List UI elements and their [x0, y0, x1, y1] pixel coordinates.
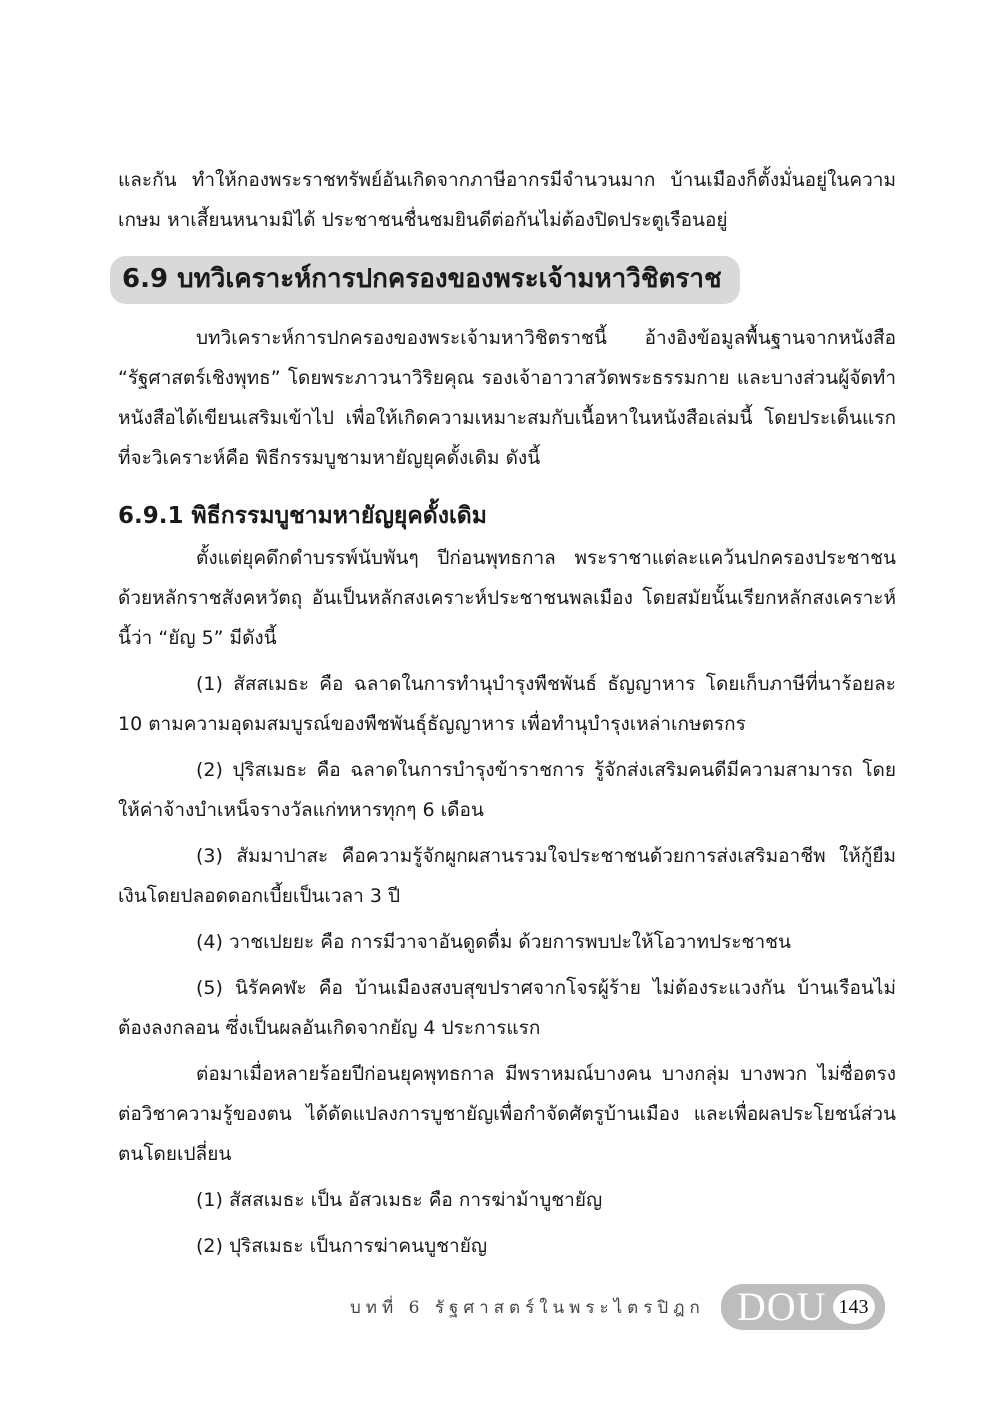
page-footer — [350, 1284, 885, 1330]
list-item-1: (1) สัสสเมธะ คือ ฉลาดในการทำนุบำรุงพืชพันธ์ ธัญญาหาร โดยเก็บภาษีที่นาร้อยละ 10 ตามความอุดมสมบูรณ์ของพืชพันธุ์ธัญญาหาร เพื่อทำนุบำรุงเหล่าเกษตรกร — [118, 673, 896, 735]
list-item-4: (4) วาชเปยยะ คือ การมีวาจาอันดูดดื่ม ด้วยการพบปะให้โอวาทประชาชน — [196, 931, 792, 953]
dou-badge — [721, 1284, 885, 1330]
list-item-5: (5) นิรัคคฬะ คือ บ้านเมืองสงบสุขปราศจากโจรผู้ร้าย ไม่ต้องระแวงกัน บ้านเรือนไม่ต้องลงกลอน ซึ่งเป็นผลอันเกิดจากยัญ 4 ประการแรก — [118, 977, 896, 1039]
subsection-heading-6-9-1: 6.9.1 พิธีกรรมบูชามหายัญยุคดั้งเดิม — [118, 503, 487, 529]
list-item-changed-2: (2) ปุริสเมธะ เป็นการฆ่าคนบูชายัญ — [196, 1235, 488, 1257]
page-content — [118, 160, 896, 1266]
paragraph-intro: บทวิเคราะห์การปกครองของพระเจ้ามหาวิชิตราชนี้ อ้างอิงข้อมูลพื้นฐานจากหนังสือ “รัฐศาสตร์เชิงพุทธ” โดยพระภาวนาวิริยคุณ รองเจ้าอาวาสวัดพระธรรมกาย และบางส่วนผู้จัดทำหนังสือได้เขียนเสริมเข้าไป เพื่อให้เกิดความเหมาะสมกับเนื้อหาในหนังสือเล่มนี้ โดยประเด็นแรกที่จะวิเคราะห์คือ พิธีกรรมบูชามหายัญยุคดั้งเดิม ดังนี้ — [118, 327, 896, 469]
list-item-changed-1: (1) สัสสเมธะ เป็น อัสวเมธะ คือ การฆ่าม้าบูชายัญ — [196, 1189, 603, 1211]
list-item-3: (3) สัมมาปาสะ คือความรู้จักผูกผสานรวมใจประชาชนด้วยการส่งเสริมอาชีพ ให้กู้ยืมเงินโดยปลอดดอกเบี้ยเป็นเวลา 3 ปี — [118, 845, 896, 907]
paragraph-continuation: และกัน ทำให้กองพระราชทรัพย์อันเกิดจากภาษีอากรมีจำนวนมาก บ้านเมืองก็ตั้งมั่นอยู่ในความเกษม หาเสี้ยนหนามมิได้ ประชาชนชื่นชมยินดีต่อกันไม่ต้องปิดประตูเรือนอยู่ — [118, 169, 896, 231]
list-item-2: (2) ปุริสเมธะ คือ ฉลาดในการบำรุงข้าราชการ รู้จักส่งเสริมคนดีมีความสามารถ โดยให้ค่าจ้างบำเหน็จรางวัลแก่ทหารทุกๆ 6 เดือน — [118, 759, 896, 821]
section-heading-6-9: 6.9 บทวิเคราะห์การปกครองของพระเจ้ามหาวิชิตราช — [110, 256, 740, 304]
chapter-title: บทที่ 6 รัฐศาสตร์ในพระไตรปิฎก — [350, 1297, 705, 1318]
dou-logo: DOU — [736, 1284, 827, 1329]
page-number: 143 — [833, 1290, 875, 1324]
paragraph-later-era: ต่อมาเมื่อหลายร้อยปีก่อนยุคพุทธกาล มีพราหมณ์บางคน บางกลุ่ม บางพวก ไม่ซื่อตรงต่อวิชาความรู้ของตน ได้ดัดแปลงการบูชายัญเพื่อกำจัดศัตรูบ้านเมือง และเพื่อผลประโยชน์ส่วนตนโดยเปลี่ยน — [118, 1063, 896, 1165]
paragraph-yanya-5: ตั้งแต่ยุคดึกดำบรรพ์นับพันๆ ปีก่อนพุทธกาล พระราชาแต่ละแคว้นปกครองประชาชนด้วยหลักราชสังคหวัตถุ อันเป็นหลักสงเคราะห์ประชาชนพลเมือง โดยสมัยนั้นเรียกหลักสงเคราะห์นี้ว่า “ยัญ 5” มีดังนี้ — [118, 547, 896, 649]
